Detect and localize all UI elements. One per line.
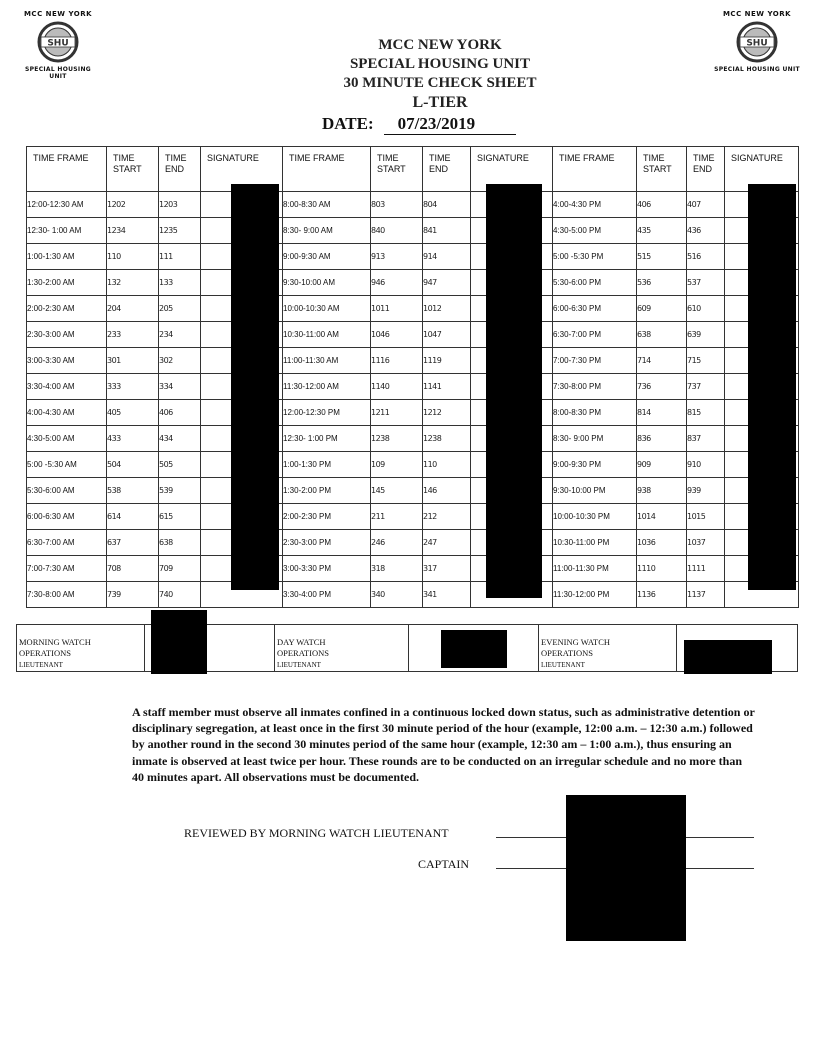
- time-end-cell: 317: [423, 556, 471, 582]
- logo-bottom-text: SPECIAL HOUSING UNIT: [24, 66, 91, 80]
- time-end-cell: 638: [159, 530, 201, 556]
- col-time-end: TIME END: [423, 147, 471, 192]
- logo-right: [712, 10, 802, 73]
- time-end-cell: 1137: [687, 582, 725, 608]
- time-start-cell: 614: [107, 504, 159, 530]
- col-time-start: TIME START: [107, 147, 159, 192]
- time-end-cell: 715: [687, 348, 725, 374]
- table-row: [27, 244, 799, 270]
- table-row: [27, 582, 799, 608]
- time-end-cell: 1238: [423, 426, 471, 452]
- emblem-text: SHU: [746, 38, 768, 49]
- time-start-cell: 736: [637, 374, 687, 400]
- time-end-cell: 610: [687, 296, 725, 322]
- shu-emblem-icon: [735, 20, 779, 64]
- time-start-cell: 515: [637, 244, 687, 270]
- table-row: [27, 478, 799, 504]
- time-start-cell: 1036: [637, 530, 687, 556]
- table-row: [27, 270, 799, 296]
- time-end-cell: 837: [687, 426, 725, 452]
- redacted-morning-lieutenant: [151, 610, 207, 674]
- time-frame-cell: 1:00-1:30 PM: [283, 452, 371, 478]
- table-row: [27, 374, 799, 400]
- redacted-signatures-day: [486, 184, 542, 598]
- time-end-cell: 639: [687, 322, 725, 348]
- time-start-cell: 333: [107, 374, 159, 400]
- time-start-cell: 233: [107, 322, 159, 348]
- time-end-cell: 505: [159, 452, 201, 478]
- time-start-cell: 211: [371, 504, 423, 530]
- time-start-cell: 1140: [371, 374, 423, 400]
- time-start-cell: 1110: [637, 556, 687, 582]
- time-frame-cell: 12:30- 1:00 AM: [27, 218, 107, 244]
- time-end-cell: 1012: [423, 296, 471, 322]
- time-start-cell: 637: [107, 530, 159, 556]
- table-row: [27, 452, 799, 478]
- time-frame-cell: 3:00-3:30 PM: [283, 556, 371, 582]
- time-start-cell: 504: [107, 452, 159, 478]
- table-row: [27, 218, 799, 244]
- evening-watch-label: EVENING WATCH OPERATIONS LIEUTENANT: [539, 625, 677, 671]
- time-start-cell: 1238: [371, 426, 423, 452]
- time-start-cell: 638: [637, 322, 687, 348]
- time-start-cell: 814: [637, 400, 687, 426]
- time-start-cell: 1116: [371, 348, 423, 374]
- time-end-cell: 709: [159, 556, 201, 582]
- table-row: [27, 530, 799, 556]
- time-start-cell: 318: [371, 556, 423, 582]
- time-end-cell: 1047: [423, 322, 471, 348]
- col-time-start: TIME START: [371, 147, 423, 192]
- time-frame-cell: 6:00-6:30 PM: [553, 296, 637, 322]
- time-start-cell: 204: [107, 296, 159, 322]
- time-start-cell: 946: [371, 270, 423, 296]
- time-start-cell: 538: [107, 478, 159, 504]
- redacted-signatures-morning: [231, 184, 279, 590]
- header-line-1: MCC NEW YORK: [378, 37, 502, 53]
- time-frame-cell: 9:30-10:00 PM: [553, 478, 637, 504]
- time-frame-cell: 8:00-8:30 PM: [553, 400, 637, 426]
- time-start-cell: 1136: [637, 582, 687, 608]
- time-frame-cell: 8:30- 9:00 AM: [283, 218, 371, 244]
- time-start-cell: 909: [637, 452, 687, 478]
- time-end-cell: 212: [423, 504, 471, 530]
- day-watch-label: DAY WATCH OPERATIONS LIEUTENANT: [275, 625, 409, 671]
- col-time-end: TIME END: [159, 147, 201, 192]
- time-frame-cell: 5:30-6:00 AM: [27, 478, 107, 504]
- time-frame-cell: 9:30-10:00 AM: [283, 270, 371, 296]
- time-end-cell: 407: [687, 192, 725, 218]
- time-frame-cell: 1:30-2:00 PM: [283, 478, 371, 504]
- time-end-cell: 205: [159, 296, 201, 322]
- time-end-cell: 133: [159, 270, 201, 296]
- time-end-cell: 341: [423, 582, 471, 608]
- reviewed-by-label: REVIEWED BY MORNING WATCH LIEUTENANT: [184, 826, 449, 840]
- time-start-cell: 1014: [637, 504, 687, 530]
- time-end-cell: 434: [159, 426, 201, 452]
- time-frame-cell: 2:00-2:30 AM: [27, 296, 107, 322]
- time-start-cell: 433: [107, 426, 159, 452]
- time-end-cell: 1212: [423, 400, 471, 426]
- time-end-cell: 247: [423, 530, 471, 556]
- logo-top-text: MCC NEW YORK: [23, 10, 93, 18]
- col-time-start: TIME START: [637, 147, 687, 192]
- col-time-frame: TIME FRAME: [27, 147, 107, 192]
- time-start-cell: 301: [107, 348, 159, 374]
- logo-top-text: MCC NEW YORK: [722, 10, 792, 18]
- time-start-cell: 836: [637, 426, 687, 452]
- time-frame-cell: 11:00-11:30 AM: [283, 348, 371, 374]
- col-signature: SIGNATURE: [471, 147, 553, 192]
- header-line-3: 30 MINUTE CHECK SHEET: [343, 75, 537, 91]
- time-frame-cell: 11:00-11:30 PM: [553, 556, 637, 582]
- time-end-cell: 406: [159, 400, 201, 426]
- time-frame-cell: 8:30- 9:00 PM: [553, 426, 637, 452]
- time-start-cell: 739: [107, 582, 159, 608]
- time-start-cell: 1011: [371, 296, 423, 322]
- time-end-cell: 1111: [687, 556, 725, 582]
- time-end-cell: 1235: [159, 218, 201, 244]
- time-frame-cell: 4:00-4:30 AM: [27, 400, 107, 426]
- time-end-cell: 804: [423, 192, 471, 218]
- header-line-2: SPECIAL HOUSING UNIT: [349, 56, 531, 72]
- time-end-cell: 1203: [159, 192, 201, 218]
- date-label: DATE:: [322, 114, 374, 133]
- time-end-cell: 1037: [687, 530, 725, 556]
- time-frame-cell: 12:00-12:30 AM: [27, 192, 107, 218]
- time-end-cell: 815: [687, 400, 725, 426]
- time-end-cell: 1015: [687, 504, 725, 530]
- time-frame-cell: 1:00-1:30 AM: [27, 244, 107, 270]
- col-time-frame: TIME FRAME: [553, 147, 637, 192]
- date-row: [322, 114, 516, 135]
- time-end-cell: 110: [423, 452, 471, 478]
- time-frame-cell: 5:00 -5:30 PM: [553, 244, 637, 270]
- time-frame-cell: 4:00-4:30 PM: [553, 192, 637, 218]
- time-end-cell: 947: [423, 270, 471, 296]
- time-start-cell: 714: [637, 348, 687, 374]
- time-frame-cell: 10:00-10:30 PM: [553, 504, 637, 530]
- table-row: [27, 348, 799, 374]
- time-end-cell: 111: [159, 244, 201, 270]
- time-start-cell: 246: [371, 530, 423, 556]
- date-value: 07/23/2019: [384, 114, 516, 135]
- time-start-cell: 840: [371, 218, 423, 244]
- col-signature: SIGNATURE: [725, 147, 799, 192]
- table-row: [27, 192, 799, 218]
- time-end-cell: 302: [159, 348, 201, 374]
- time-frame-cell: 2:00-2:30 PM: [283, 504, 371, 530]
- time-end-cell: 914: [423, 244, 471, 270]
- time-end-cell: 539: [159, 478, 201, 504]
- time-frame-cell: 10:00-10:30 AM: [283, 296, 371, 322]
- time-start-cell: 435: [637, 218, 687, 244]
- time-end-cell: 1141: [423, 374, 471, 400]
- time-end-cell: 910: [687, 452, 725, 478]
- document-header: [300, 36, 580, 112]
- time-frame-cell: 9:00-9:30 AM: [283, 244, 371, 270]
- time-start-cell: 406: [637, 192, 687, 218]
- table-row: [27, 296, 799, 322]
- emblem-text: SHU: [47, 38, 69, 49]
- time-frame-cell: 7:00-7:30 PM: [553, 348, 637, 374]
- time-frame-cell: 5:30-6:00 PM: [553, 270, 637, 296]
- header-tier: L-TIER: [412, 94, 468, 111]
- time-start-cell: 109: [371, 452, 423, 478]
- time-frame-cell: 8:00-8:30 AM: [283, 192, 371, 218]
- time-end-cell: 537: [687, 270, 725, 296]
- table-header-row: [27, 147, 799, 192]
- redacted-day-lieutenant: [441, 630, 507, 668]
- time-end-cell: 436: [687, 218, 725, 244]
- time-frame-cell: 1:30-2:00 AM: [27, 270, 107, 296]
- time-start-cell: 536: [637, 270, 687, 296]
- watch-lieutenant-row: [16, 624, 798, 672]
- time-frame-cell: 5:00 -5:30 AM: [27, 452, 107, 478]
- time-end-cell: 146: [423, 478, 471, 504]
- time-frame-cell: 6:30-7:00 PM: [553, 322, 637, 348]
- time-frame-cell: 2:30-3:00 AM: [27, 322, 107, 348]
- time-start-cell: 803: [371, 192, 423, 218]
- time-end-cell: 740: [159, 582, 201, 608]
- time-frame-cell: 12:00-12:30 PM: [283, 400, 371, 426]
- time-start-cell: 913: [371, 244, 423, 270]
- logo-left: [18, 10, 98, 80]
- logo-bottom-text: SPECIAL HOUSING UNIT: [714, 66, 800, 73]
- col-signature: SIGNATURE: [201, 147, 283, 192]
- time-frame-cell: 11:30-12:00 AM: [283, 374, 371, 400]
- table-row: [27, 556, 799, 582]
- time-start-cell: 340: [371, 582, 423, 608]
- time-start-cell: 132: [107, 270, 159, 296]
- time-start-cell: 1046: [371, 322, 423, 348]
- time-start-cell: 1211: [371, 400, 423, 426]
- time-frame-cell: 9:00-9:30 PM: [553, 452, 637, 478]
- time-end-cell: 1119: [423, 348, 471, 374]
- time-frame-cell: 2:30-3:00 PM: [283, 530, 371, 556]
- time-end-cell: 939: [687, 478, 725, 504]
- time-frame-cell: 3:00-3:30 AM: [27, 348, 107, 374]
- time-start-cell: 1234: [107, 218, 159, 244]
- col-time-frame: TIME FRAME: [283, 147, 371, 192]
- time-frame-cell: 12:30- 1:00 PM: [283, 426, 371, 452]
- time-frame-cell: 3:30-4:00 AM: [27, 374, 107, 400]
- time-start-cell: 1202: [107, 192, 159, 218]
- time-frame-cell: 10:30-11:00 PM: [553, 530, 637, 556]
- morning-watch-label: MORNING WATCH OPERATIONS LIEUTENANT: [17, 625, 145, 671]
- col-time-end: TIME END: [687, 147, 725, 192]
- redacted-signatures-evening: [748, 184, 796, 590]
- table-row: [27, 426, 799, 452]
- time-start-cell: 405: [107, 400, 159, 426]
- time-end-cell: 334: [159, 374, 201, 400]
- time-frame-cell: 4:30-5:00 AM: [27, 426, 107, 452]
- time-frame-cell: 6:00-6:30 AM: [27, 504, 107, 530]
- redacted-evening-lieutenant: [684, 640, 772, 674]
- time-end-cell: 516: [687, 244, 725, 270]
- policy-paragraph: A staff member must observe all inmates confined in a continuous locked down status, such as administrative detention or disciplinary segregation, at least once in the first 30 minute period of the hour (example, 12:00 a.m. – 12:30 a.m.) followed by another round in the second 30 minutes period of the same hour (example, 12:30 am – 1:00 a.m.), thus ensuring an inmate is observed at least twice per hour. These rounds are to be conducted on an irregular schedule and no more than 40 minutes apart. All observations must be documented.: [132, 705, 755, 784]
- time-frame-cell: 7:30-8:00 AM: [27, 582, 107, 608]
- check-table: [26, 146, 799, 608]
- time-start-cell: 145: [371, 478, 423, 504]
- time-start-cell: 609: [637, 296, 687, 322]
- time-frame-cell: 7:30-8:00 PM: [553, 374, 637, 400]
- time-frame-cell: 3:30-4:00 PM: [283, 582, 371, 608]
- table-row: [27, 504, 799, 530]
- time-frame-cell: 4:30-5:00 PM: [553, 218, 637, 244]
- time-end-cell: 841: [423, 218, 471, 244]
- time-frame-cell: 11:30-12:00 PM: [553, 582, 637, 608]
- time-end-cell: 615: [159, 504, 201, 530]
- captain-label: CAPTAIN: [418, 857, 470, 871]
- time-frame-cell: 10:30-11:00 AM: [283, 322, 371, 348]
- time-start-cell: 708: [107, 556, 159, 582]
- shu-emblem-icon: [36, 20, 80, 64]
- time-end-cell: 737: [687, 374, 725, 400]
- time-frame-cell: 7:00-7:30 AM: [27, 556, 107, 582]
- time-end-cell: 234: [159, 322, 201, 348]
- time-frame-cell: 6:30-7:00 AM: [27, 530, 107, 556]
- table-row: [27, 400, 799, 426]
- redacted-review-signatures: [566, 795, 686, 941]
- time-start-cell: 938: [637, 478, 687, 504]
- time-start-cell: 110: [107, 244, 159, 270]
- table-row: [27, 322, 799, 348]
